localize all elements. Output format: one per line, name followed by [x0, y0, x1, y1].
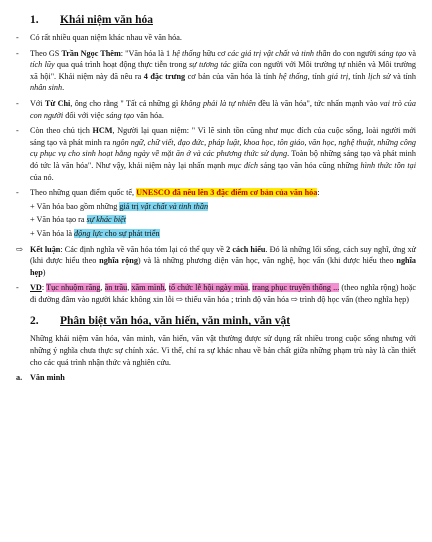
text-run: sáng tạo — [106, 110, 135, 120]
author-name: HCM — [92, 126, 113, 136]
text-run: VD — [30, 283, 42, 293]
text-run: hình thức tồn tại — [360, 160, 416, 170]
highlighted-text: tổ chức lễ hội ngày mùa — [168, 283, 248, 293]
subsection-a-label: a. — [16, 373, 23, 383]
text-run: cơ bản của văn hóa là tính — [185, 71, 279, 81]
unesco-point-3 — [16, 228, 416, 240]
text-run: , — [127, 283, 132, 293]
text-run: nhân sinh — [30, 83, 63, 93]
text-run: 4 đặc trưng — [143, 71, 186, 81]
conclusion — [16, 244, 416, 279]
highlighted-text: UNESCO đã nêu lên 3 đặc điểm cơ bản của văn hóa — [136, 188, 318, 198]
bullet-1-text: Có rất nhiều quan niệm khác nhau về văn hóa. — [30, 33, 182, 42]
text-run: nghĩa rộng — [99, 256, 138, 266]
text-run: qua quá trình hoạt động thực tiễn trong — [54, 60, 189, 70]
example-text — [30, 282, 416, 305]
text-run: . — [62, 83, 65, 93]
text-run: và — [406, 48, 416, 58]
text-run: hệ thống — [172, 48, 201, 58]
example — [16, 282, 416, 305]
bullet-hcm — [16, 125, 416, 183]
text-run: văn hóa. — [134, 110, 164, 120]
text-run: , Người lại quan niệm: " Vì lẽ sinh tồn cũng như mục đích của cuộc sống, loài người mới sáng tạo và phát minh ra — [30, 126, 416, 147]
text-run: sự tương tác — [188, 60, 231, 70]
text-run: + Văn hóa tạo ra — [30, 215, 87, 225]
text-run: : — [317, 188, 320, 198]
text-run: Còn theo chủ tịch — [30, 126, 93, 136]
text-run: lịch sử — [368, 71, 391, 81]
bullet-tran-ngoc-them — [16, 48, 416, 94]
text-run: + Văn hóa là — [30, 228, 75, 238]
section-1-number: 1. — [30, 14, 39, 26]
text-run: (theo nghĩa rộng) hoặc đi đường đâm vào người khác không xin lỗi ⇨ thiếu văn hóa ; trình độ văn hóa ⇨ trình độ học vấn (theo nghĩa hẹp) — [30, 283, 417, 304]
highlighted-text: ăn trầu — [104, 283, 128, 293]
section-1-heading — [16, 14, 416, 26]
text-run: tích lũy — [30, 60, 55, 70]
text-run: nghĩa hẹp — [30, 256, 416, 277]
text-run: sáng tạo — [378, 48, 407, 58]
section-2-title: Phân biệt văn hóa, văn hiến, văn minh, văn vật — [60, 315, 291, 328]
bullet-2-text — [30, 48, 416, 94]
text-run: giữa con người với Môi trường tự nhiên và Môi trường xã hội". Khái niệm này đã nêu ra — [30, 60, 417, 81]
highlighted-text: trang phục truyền thống — [252, 283, 331, 293]
text-run: Kết luận — [30, 244, 61, 254]
text-run: : Các định nghĩa về văn hóa tóm lại có thể quy về — [60, 244, 227, 254]
text-run: Theo những quan điểm quốc tế, — [30, 188, 137, 198]
highlighted-text — [119, 202, 208, 211]
section-2-intro: Những khái niệm văn hóa, văn minh, văn hiến, văn vật thường được sử dụng rất nhiều trong cuộc sống nhưng với những ý nghĩa chưa thực sự chính xác. Vì thế, chỉ ra sự khác nhau về bản chất giữa những phạm trù này là cần thiết cho các quá trình nhận thức và nghiên cứu. — [30, 334, 416, 367]
dash-marker: - — [16, 126, 19, 136]
text-run: , — [100, 283, 105, 293]
subsection-a-title: Văn minh — [30, 373, 65, 383]
text-run: , — [248, 283, 253, 293]
text-run: : — [41, 283, 47, 293]
bullet-3-text — [30, 98, 416, 121]
text-run: vai trò của con người — [30, 98, 416, 120]
text-run: ngôn ngữ, chữ viết, đạo đức, pháp luật, khoa học, tôn giáo, văn học, nghệ thuật, những công cụ phục vụ cho sinh hoạt hằng ngày về mặt ăn ở và các phương thức sử dụng — [30, 137, 417, 159]
section-1-title: Khái niệm văn hóa — [60, 14, 153, 26]
text-run: các giá trị vật chất và tinh thần — [227, 48, 331, 58]
text-run: Theo GS — [30, 48, 62, 58]
highlighted-text: sự khác biệt — [86, 215, 127, 225]
dash-marker: - — [16, 188, 19, 198]
text-run: vật chất và tinh thần — [140, 201, 209, 211]
text-run: , tính — [348, 71, 369, 81]
author-name: Từ Chi — [44, 98, 71, 108]
text-run: , — [164, 283, 169, 293]
text-run: sáng tạo văn hóa cũng những — [257, 160, 361, 170]
highlighted-text: cho sự phát triển — [102, 228, 160, 238]
arrow-icon: ⇨ — [16, 244, 23, 254]
unesco-point-1 — [16, 201, 416, 213]
text-run: hữu cơ — [200, 48, 228, 58]
text-run: : "Văn hóa là 1 — [120, 48, 173, 58]
text-run: không phải là tự nhiên — [180, 98, 256, 108]
text-run: 2 cách hiểu — [226, 244, 266, 254]
text-run: giá trị — [119, 201, 141, 211]
bullet-4-text — [30, 125, 416, 183]
text-run: . Đó là những lối sống, cách suy nghĩ, ứng xử (khi được hiểu theo — [30, 244, 416, 266]
conclusion-text — [30, 244, 416, 279]
text-run: đối với việc — [63, 110, 107, 120]
text-run: của nó. — [30, 172, 54, 182]
text-run: đều là văn hóa", tức nhấn mạnh vào — [255, 98, 380, 108]
highlighted-text: xăm mình — [131, 283, 165, 293]
highlighted-text: ... — [330, 283, 340, 293]
text-run: , tính — [307, 71, 328, 81]
text-run: mục đích — [227, 160, 258, 170]
text-run: hệ thống — [278, 71, 308, 81]
section-2-number: 2. — [30, 315, 39, 328]
text-run: Với — [30, 98, 45, 108]
bullet-5-text — [30, 187, 416, 199]
author-name: Trần Ngọc Thêm — [61, 48, 121, 58]
dash-marker: - — [16, 48, 19, 58]
text-run: và tính — [390, 71, 416, 81]
dash-marker: - — [16, 98, 19, 108]
text-run: + Văn hóa bao gồm những — [30, 201, 120, 211]
text-run: do con người — [330, 48, 379, 58]
bullet-tu-chi — [16, 98, 416, 121]
dash-marker: - — [16, 283, 19, 293]
highlighted-text: Tục nhuộm răng — [46, 283, 101, 293]
dash-marker: - — [16, 33, 19, 42]
text-run: . Toàn bộ những sáng tạo và phát minh đó tức là văn hóa". Như vậy, khái niệm này lại nhấn mạnh — [30, 149, 416, 170]
unesco-point-2 — [16, 214, 416, 226]
bullet-1 — [16, 32, 416, 44]
highlighted-text: động lực — [74, 228, 103, 238]
text-run: giá trị — [327, 71, 349, 81]
bullet-unesco — [16, 187, 416, 199]
section-2-heading — [16, 315, 416, 327]
subsection-a-heading — [16, 372, 416, 384]
text-run: ) — [42, 267, 46, 277]
text-run: , ông cho rằng " Tất cả những gì — [70, 98, 181, 108]
text-run: ) và là những phương diện văn học, văn nghệ, học vấn (khi được hiểu theo — [137, 256, 397, 266]
